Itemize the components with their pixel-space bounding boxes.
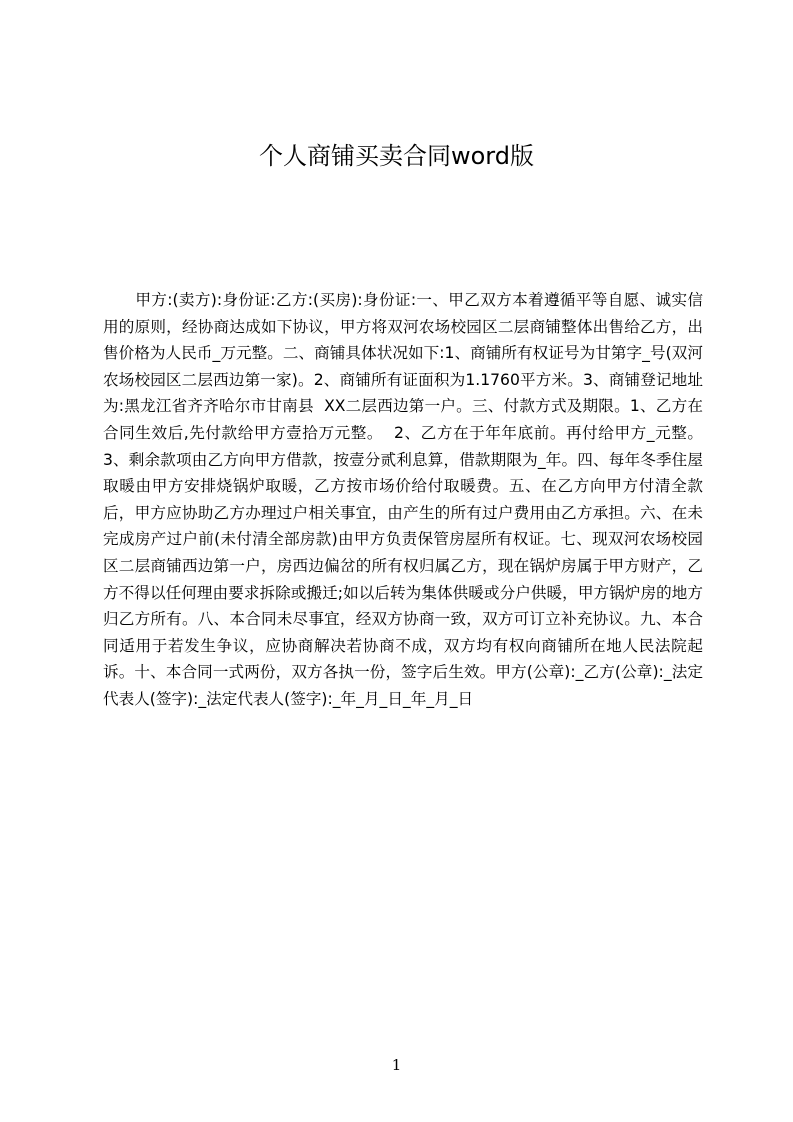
- document-body-text: 甲方:(卖方):身份证:乙方:(买房):身份证:一、甲乙双方本着遵循平等自愿、诚实信用的原则，经协商达成如下协议，甲方将双河农场校园区二层商铺整体出售给乙方，出售价格为人民币_万元整。二、商铺具体状况如下:1、商铺所有权证号为甘第字_号(双河农场校园区二层西边第一家)。2、商铺所有证面积为1.1760平方米。3、商铺登记地址为:黑龙江省齐齐哈尔市甘南县 XX二层西边第一户。三、付款方式及期限。1、乙方在合同生效后,先付款给甲方壹拾万元整。 2、乙方在于年年底前。再付给甲方_元整。3、剩余款项由乙方向甲方借款，按壹分贰利息算，借款期限为_年。四、每年冬季住屋取暖由甲方安排烧锅炉取暖，乙方按市场价给付取暖费。五、在乙方向甲方付清全款后，甲方应协助乙方办理过户相关事宜，由产生的所有过户费用由乙方承担。六、在未完成房产过户前(未付清全部房款)由甲方负责保管房屋所有权证。七、现双河农场校园区二层商铺西边第一户，房西边偏岔的所有权归属乙方，现在锅炉房属于甲方财产，乙方不得以任何理由要求拆除或搬迁;如以后转为集体供暖或分户供暖，甲方锅炉房的地方归乙方所有。八、本合同未尽事宜，经双方协商一致，双方可订立补充协议。九、本合同适用于若发生争议，应协商解决若协商不成，双方均有权向商铺所在地人民法院起诉。十、本合同一式两份，双方各执一份，签字后生效。甲方(公章):_乙方(公章):_法定代表人(签字):_法定代表人(签字):_年_月_日_年_月_日: [103, 291, 703, 708]
- document-body: [103, 287, 703, 713]
- page-number: 1: [391, 1056, 402, 1074]
- document-title: 个人商铺买卖合同word版: [259, 142, 534, 170]
